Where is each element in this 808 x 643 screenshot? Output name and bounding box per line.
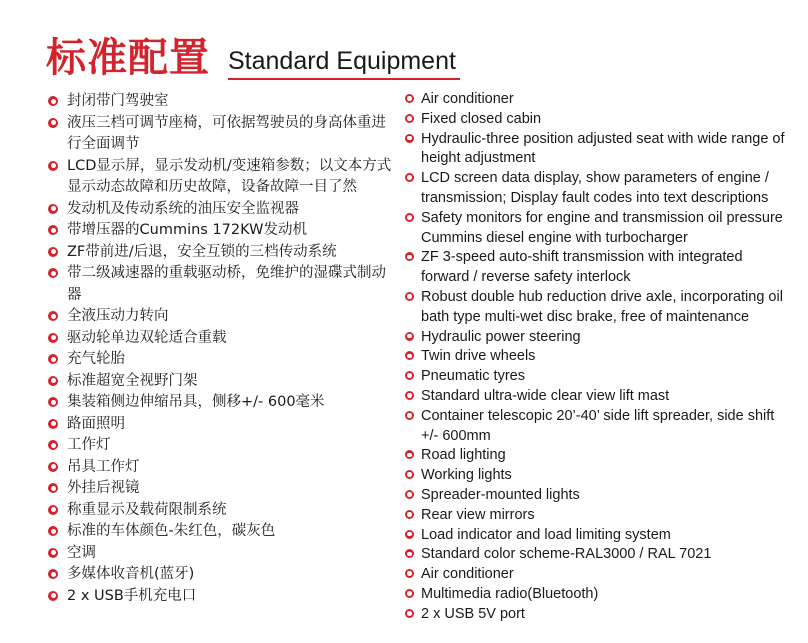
english-equipment-item (405, 90, 785, 110)
chinese-equipment-item-text: 全液压动力转向 (67, 308, 169, 324)
english-equipment-item (405, 367, 785, 387)
bullet-icon (48, 569, 58, 579)
bullet-icon (405, 371, 414, 380)
english-equipment-item (405, 328, 785, 348)
chinese-equipment-item (48, 478, 398, 500)
english-equipment-item-text: Container telescopic 20’-40’ side lift spreader, side shift +/- 600mm (421, 407, 775, 444)
chinese-equipment-item (48, 521, 398, 543)
bullet-icon (405, 450, 414, 459)
chinese-equipment-item (48, 220, 398, 242)
english-equipment-item (405, 466, 785, 486)
english-equipment-item-text: Air conditioner (421, 91, 514, 107)
english-equipment-list (405, 90, 785, 625)
english-equipment-item-text: Working lights (421, 467, 512, 484)
bullet-icon (48, 397, 58, 407)
title-underline-divider (228, 78, 460, 80)
english-equipment-item (405, 565, 785, 585)
bullet-icon (48, 505, 58, 515)
english-equipment-item-text: Hydraulic power steering (421, 328, 581, 345)
english-equipment-item-text: LCD screen data display, show parameters of engine / transmission; Display fault codes into text descriptions (421, 170, 769, 206)
english-equipment-item (405, 248, 785, 288)
chinese-equipment-item-text: 工作灯 (67, 437, 111, 453)
bullet-icon (405, 411, 414, 420)
bullet-icon (48, 161, 58, 171)
english-equipment-item (405, 169, 785, 209)
bullet-icon (48, 96, 58, 106)
bullet-icon (405, 589, 414, 598)
bullet-icon (405, 549, 414, 558)
english-equipment-item-text: Twin drive wheels (421, 348, 536, 365)
english-equipment-item-text: Safety monitors for engine and transmission oil pressure Cummins diesel engine with turbocharger (421, 209, 783, 246)
page-title-chinese: 标准配置 (46, 35, 210, 81)
chinese-equipment-item-text: 多媒体收音机(蓝牙) (67, 566, 195, 582)
chinese-equipment-item-text: 驱动轮单边双轮适合重载 (67, 329, 227, 346)
english-equipment-item (405, 506, 785, 526)
english-equipment-item-text: Rear view mirrors (421, 506, 535, 523)
english-equipment-item-text: Multimedia radio(Bluetooth) (421, 585, 599, 602)
english-equipment-item-text: Fixed closed cabin (421, 110, 542, 127)
chinese-equipment-item-text: 带二级减速器的重载驱动桥，免维护的湿碟式制动器 (67, 265, 386, 303)
english-equipment-item (405, 387, 785, 407)
chinese-equipment-item (48, 306, 398, 328)
english-equipment-item-text: Hydraulic-three position adjusted seat with wide range of height adjustment (421, 130, 785, 167)
english-equipment-item (405, 545, 785, 565)
chinese-equipment-item (48, 349, 398, 371)
chinese-equipment-item (48, 156, 398, 199)
english-equipment-item-text: Spreader-mounted lights (421, 486, 580, 503)
page-title-english-wrapper (228, 46, 456, 80)
chinese-equipment-item (48, 586, 398, 608)
english-equipment-item-text: ZF 3-speed auto-shift transmission with integrated forward / reverse safety interlock (421, 249, 743, 286)
bullet-icon (405, 510, 414, 519)
chinese-equipment-item (48, 564, 398, 586)
english-equipment-item (405, 110, 785, 130)
bullet-icon (405, 173, 414, 182)
english-equipment-item (405, 347, 785, 367)
chinese-equipment-item-text: 空调 (67, 544, 96, 561)
chinese-equipment-item (48, 500, 398, 522)
bullet-icon (405, 470, 414, 479)
english-equipment-item (405, 486, 785, 506)
chinese-equipment-item-text: 带增压器的Cummins 172KW发动机 (67, 222, 307, 238)
english-equipment-item (405, 526, 785, 546)
bullet-icon (405, 569, 414, 578)
english-equipment-item-text: Standard ultra-wide clear view lift mast (421, 387, 670, 404)
bullet-icon (405, 213, 414, 222)
english-equipment-item (405, 585, 785, 605)
bullet-icon (48, 526, 58, 536)
chinese-equipment-item (48, 242, 398, 264)
chinese-equipment-item (48, 91, 398, 113)
bullet-icon (405, 292, 414, 301)
chinese-equipment-item-text: 路面照明 (67, 415, 125, 432)
english-equipment-item (405, 407, 785, 447)
bullet-icon (48, 333, 58, 343)
chinese-equipment-item (48, 414, 398, 436)
bullet-icon (405, 490, 414, 499)
chinese-equipment-item (48, 435, 398, 457)
chinese-equipment-item (48, 263, 398, 306)
bullet-icon (48, 462, 58, 472)
chinese-equipment-item-text: 称重显示及载荷限制系统 (67, 501, 227, 518)
english-equipment-item-text: Standard color scheme-RAL3000 / RAL 7021 (421, 546, 712, 563)
chinese-equipment-item-text: 标准的车体颜色-朱红色，碳灰色 (67, 523, 276, 539)
chinese-equipment-item (48, 371, 398, 393)
english-equipment-item-text: 2 x USB 5V port (421, 605, 525, 622)
bullet-icon (405, 134, 414, 143)
bullet-icon (48, 268, 58, 278)
english-equipment-item-text: Air conditioner (421, 566, 514, 583)
english-equipment-item-text: Pneumatic tyres (421, 368, 525, 385)
english-equipment-item-text: Load indicator and load limiting system (421, 526, 671, 543)
chinese-equipment-list (48, 91, 398, 607)
chinese-equipment-item-text: 标准超宽全视野门架 (67, 372, 198, 389)
bullet-icon (405, 609, 414, 618)
page-header (46, 28, 456, 80)
chinese-equipment-item-text: 发动机及传动系统的油压安全监视器 (67, 200, 299, 217)
chinese-equipment-item (48, 113, 398, 156)
bullet-icon (48, 376, 58, 386)
page-title-english: Standard Equipment (228, 47, 456, 75)
bullet-icon (48, 591, 58, 601)
bullet-icon (405, 94, 414, 103)
bullet-icon (48, 440, 58, 450)
chinese-equipment-item-text: 充气轮胎 (67, 351, 125, 367)
english-equipment-item (405, 209, 785, 249)
chinese-equipment-item-text: 集装箱侧边伸缩吊具，侧移+/- 600毫米 (67, 394, 325, 410)
bullet-icon (48, 118, 58, 128)
english-equipment-item (405, 288, 785, 328)
bullet-icon (48, 419, 58, 429)
bullet-icon (405, 252, 414, 261)
chinese-equipment-item-text: 2 x USB手机充电口 (67, 587, 197, 604)
bullet-icon (48, 204, 58, 214)
chinese-equipment-item-text: ZF带前进/后退，安全互锁的三档传动系统 (67, 243, 337, 260)
english-equipment-item-text: Robust double hub reduction drive axle, incorporating oil bath type multi-wet disc brake, free of maintenance (421, 288, 783, 325)
bullet-icon (48, 311, 58, 321)
chinese-equipment-item (48, 457, 398, 479)
chinese-equipment-item-text: 外挂后视镜 (67, 480, 140, 496)
english-equipment-item (405, 130, 785, 170)
chinese-equipment-item-text: 液压三档可调节座椅，可依据驾驶员的身高体重进行全面调节 (67, 114, 386, 152)
chinese-equipment-item-text: 封闭带门驾驶室 (67, 93, 169, 109)
bullet-icon (405, 391, 414, 400)
bullet-icon (405, 530, 414, 539)
chinese-equipment-item (48, 328, 398, 350)
chinese-equipment-item (48, 543, 398, 565)
bullet-icon (405, 351, 414, 360)
bullet-icon (405, 332, 414, 341)
bullet-icon (48, 483, 58, 493)
bullet-icon (48, 247, 58, 257)
english-equipment-item-text: Road lighting (421, 447, 506, 464)
bullet-icon (405, 114, 414, 123)
english-equipment-item (405, 605, 785, 625)
chinese-equipment-item (48, 199, 398, 221)
bullet-icon (48, 225, 58, 235)
english-equipment-item (405, 446, 785, 466)
chinese-equipment-item (48, 392, 398, 414)
bullet-icon (48, 548, 58, 558)
bullet-icon (48, 354, 58, 364)
chinese-equipment-item-text: 吊具工作灯 (67, 458, 140, 475)
chinese-equipment-item-text: LCD显示屏，显示发动机/变速箱参数；以文本方式显示动态故障和历史故障，设备故障一目了然 (67, 157, 392, 195)
